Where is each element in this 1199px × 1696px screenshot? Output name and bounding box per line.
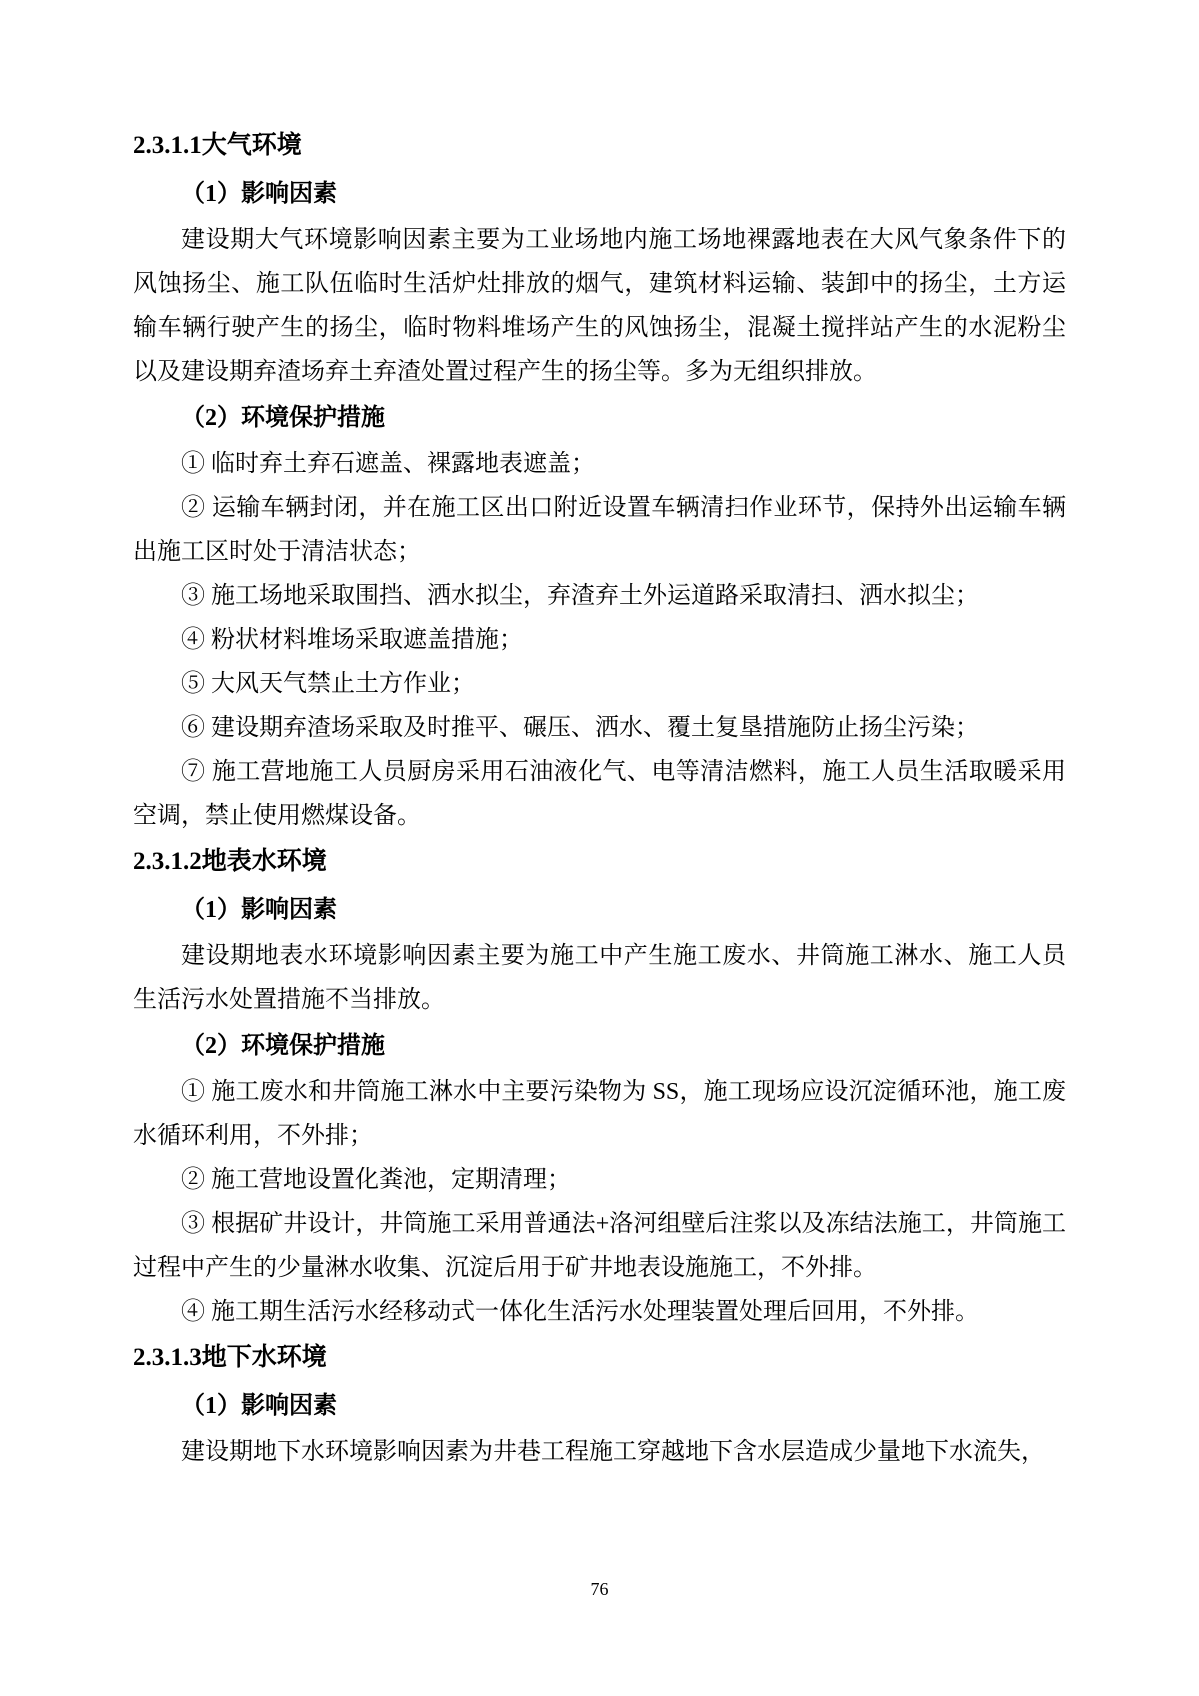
section-heading-surface-water: 2.3.1.2地表水环境: [133, 848, 327, 875]
paragraph-groundwater-impact: 建设期地下水环境影响因素为井巷工程施工穿越地下含水层造成少量地下水流失，: [181, 1439, 1045, 1465]
list-item-air-2: ② 运输车辆封闭，并在施工区出口附近设置车辆清扫作业环节，保持外出运输车辆出施工区时处于清洁状态；: [133, 495, 1066, 565]
list-item-air-3: ③ 施工场地采取围挡、洒水拟尘，弃渣弃土外运道路采取清扫、洒水拟尘；: [181, 583, 979, 609]
list-item-air-7: ⑦ 施工营地施工人员厨房采用石油液化气、电等清洁燃料，施工人员生活取暖采用空调，禁止使用燃煤设备。: [133, 759, 1066, 829]
sub-heading-protection-2: （2）环境保护措施: [181, 1033, 385, 1059]
list-item-air-1: ① 临时弃土弃石遮盖、裸露地表遮盖；: [181, 451, 595, 477]
paragraph-air-impact: 建设期大气环境影响因素主要为工业场地内施工场地裸露地表在大风气象条件下的风蚀扬尘、施工队伍临时生活炉灶排放的烟气，建筑材料运输、装卸中的扬尘，土方运输车辆行驶产生的扬尘，临时物料堆场产生的风蚀扬尘，混凝土搅拌站产生的水泥粉尘以及建设期弃渣场弃土弃渣处置过程产生的扬尘等。多为无组织排放。: [133, 227, 1066, 385]
page-number: 76: [590, 1579, 609, 1599]
paragraph-surface-water-impact: 建设期地表水环境影响因素主要为施工中产生施工废水、井筒施工淋水、施工人员生活污水处置措施不当排放。: [133, 943, 1066, 1013]
list-item-air-5: ⑤ 大风天气禁止土方作业；: [181, 671, 475, 697]
list-item-water-2: ② 施工营地设置化粪池，定期清理；: [181, 1167, 571, 1193]
list-item-air-4: ④ 粉状材料堆场采取遮盖措施；: [181, 627, 523, 653]
sub-heading-impact-factors-3: （1）影响因素: [181, 1393, 337, 1419]
list-item-water-3: ③ 根据矿井设计，井筒施工采用普通法+洛河组壁后注浆以及冻结法施工，井筒施工过程中产生的少量淋水收集、沉淀后用于矿井地表设施施工，不外排。: [133, 1211, 1066, 1281]
sub-heading-protection: （2）环境保护措施: [181, 405, 385, 431]
section-heading-groundwater: 2.3.1.3地下水环境: [133, 1344, 327, 1371]
list-item-air-6: ⑥ 建设期弃渣场采取及时推平、碾压、洒水、覆土复垦措施防止扬尘污染；: [181, 715, 979, 741]
sub-heading-impact-factors-2: （1）影响因素: [181, 897, 337, 923]
list-item-water-4: ④ 施工期生活污水经移动式一体化生活污水处理装置处理后回用，不外排。: [181, 1299, 979, 1325]
sub-heading-impact-factors: （1）影响因素: [181, 181, 337, 207]
list-item-water-1: ① 施工废水和井筒施工淋水中主要污染物为 SS，施工现场应设沉淀循环池，施工废水循环利用，不外排；: [133, 1079, 1066, 1149]
section-heading-air: 2.3.1.1大气环境: [133, 132, 302, 159]
